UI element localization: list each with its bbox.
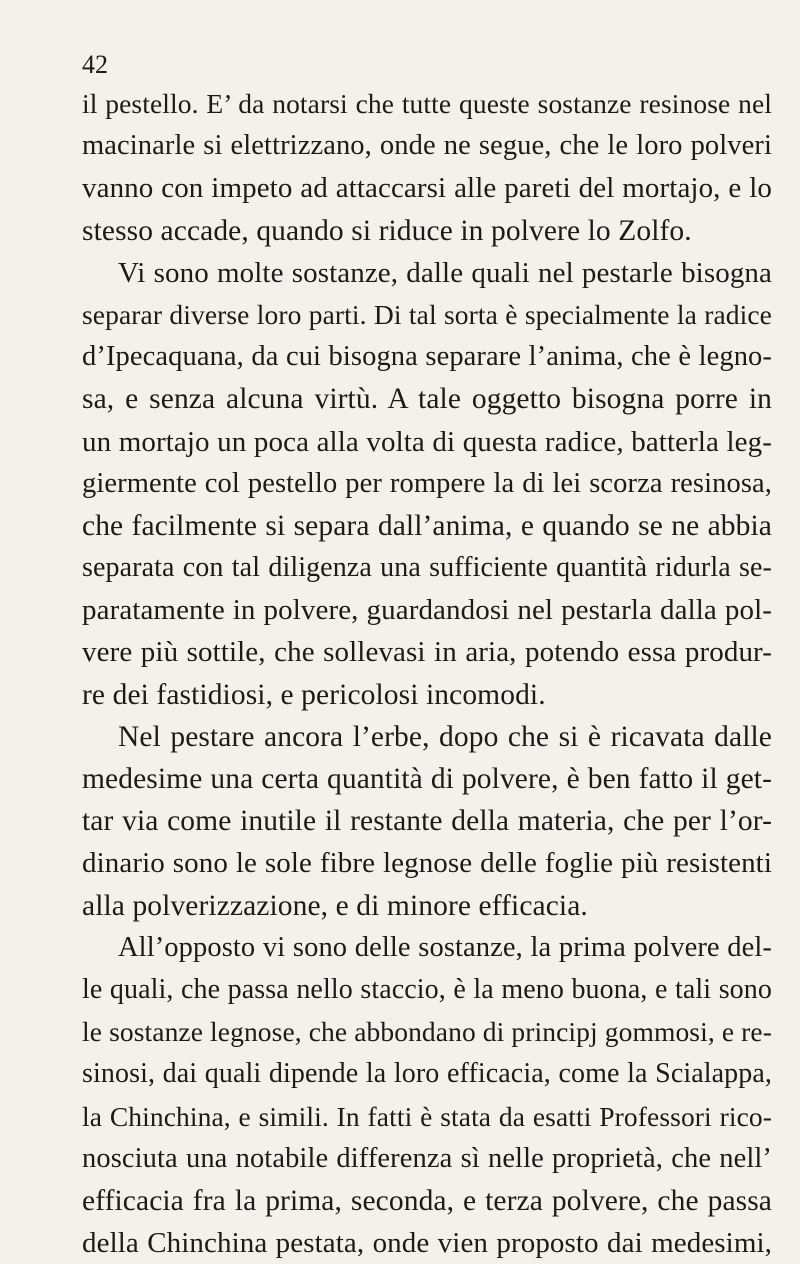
page-number: 42 xyxy=(82,50,108,79)
text-line: sinosi, dai quali dipende la loro efficacia, come la Scialappa, xyxy=(82,1058,772,1090)
text-line: giermente col pestello per rompere la di lei scorza resinosa, xyxy=(82,467,772,499)
text-line: Vi sono molte sostanze, dalle quali nel pestarle bisogna xyxy=(118,256,772,289)
text-line: sa, e senza alcuna virtù. A tale oggetto bisogna porre in xyxy=(82,383,772,416)
text-line: della Chinchina pestata, onde vien proposto dai medesimi, xyxy=(82,1227,772,1260)
text-line: le quali, che passa nello staccio, è la meno buona, e tali sono xyxy=(82,973,772,1005)
text-line: stesso accade, quando si riduce in polvere lo Zolfo. xyxy=(82,214,692,247)
body-text xyxy=(82,83,772,1264)
text-line: tar via come inutile il restante della materia, che per l’or- xyxy=(82,805,772,838)
text-line: re dei fastidiosi, e pericolosi incomodi. xyxy=(82,678,546,711)
text-line: vere più sottile, che sollevasi in aria, potendo essa produr- xyxy=(82,636,772,669)
text-line: d’Ipecaquana, da cui bisogna separare l’anima, che è legno- xyxy=(82,341,772,373)
text-line: vanno con impeto ad attaccarsi alle pareti del mortajo, e lo xyxy=(82,172,772,205)
text-line: nosciuta una notabile differenza sì nelle proprietà, che nell’ xyxy=(82,1142,772,1174)
text-line: macinarle si elettrizzano, onde ne segue, che le loro polveri xyxy=(82,130,772,162)
text-line: che facilmente si separa dall’anima, e quando se ne abbia xyxy=(82,509,772,542)
text-line: separata con tal diligenza una sufficiente quantità ridurla se- xyxy=(82,552,772,584)
text-line: le sostanze legnose, che abbondano di principj gommosi, e re- xyxy=(82,1016,772,1048)
text-line: medesime una certa quantità di polvere, è ben fatto il get- xyxy=(82,763,772,795)
text-line: paratamente in polvere, guardandosi nel pestarla dalla pol- xyxy=(82,594,772,627)
text-line: dinario sono le sole fibre legnose delle foglie più resistenti xyxy=(82,847,772,880)
text-line: efficacia fra la prima, seconda, e terza polvere, che passa xyxy=(82,1184,772,1217)
text-line: Nel pestare ancora l’erbe, dopo che si è ricavata dalle xyxy=(118,720,772,753)
text-line: il pestello. E’ da notarsi che tutte queste sostanze resinose nel xyxy=(82,88,772,119)
text-line: la Chinchina, e simili. In fatti è stata da esatti Professori rico- xyxy=(82,1100,772,1132)
text-line: separar diverse loro parti. Di tal sorta è specialmente la radice xyxy=(82,298,772,330)
text-line: un mortajo un poca alla volta di questa radice, batterla leg- xyxy=(82,425,772,458)
text-line: alla polverizzazione, e di minore efficacia. xyxy=(82,889,588,922)
text-line: All’opposto vi sono delle sostanze, la prima polvere del- xyxy=(118,931,772,963)
